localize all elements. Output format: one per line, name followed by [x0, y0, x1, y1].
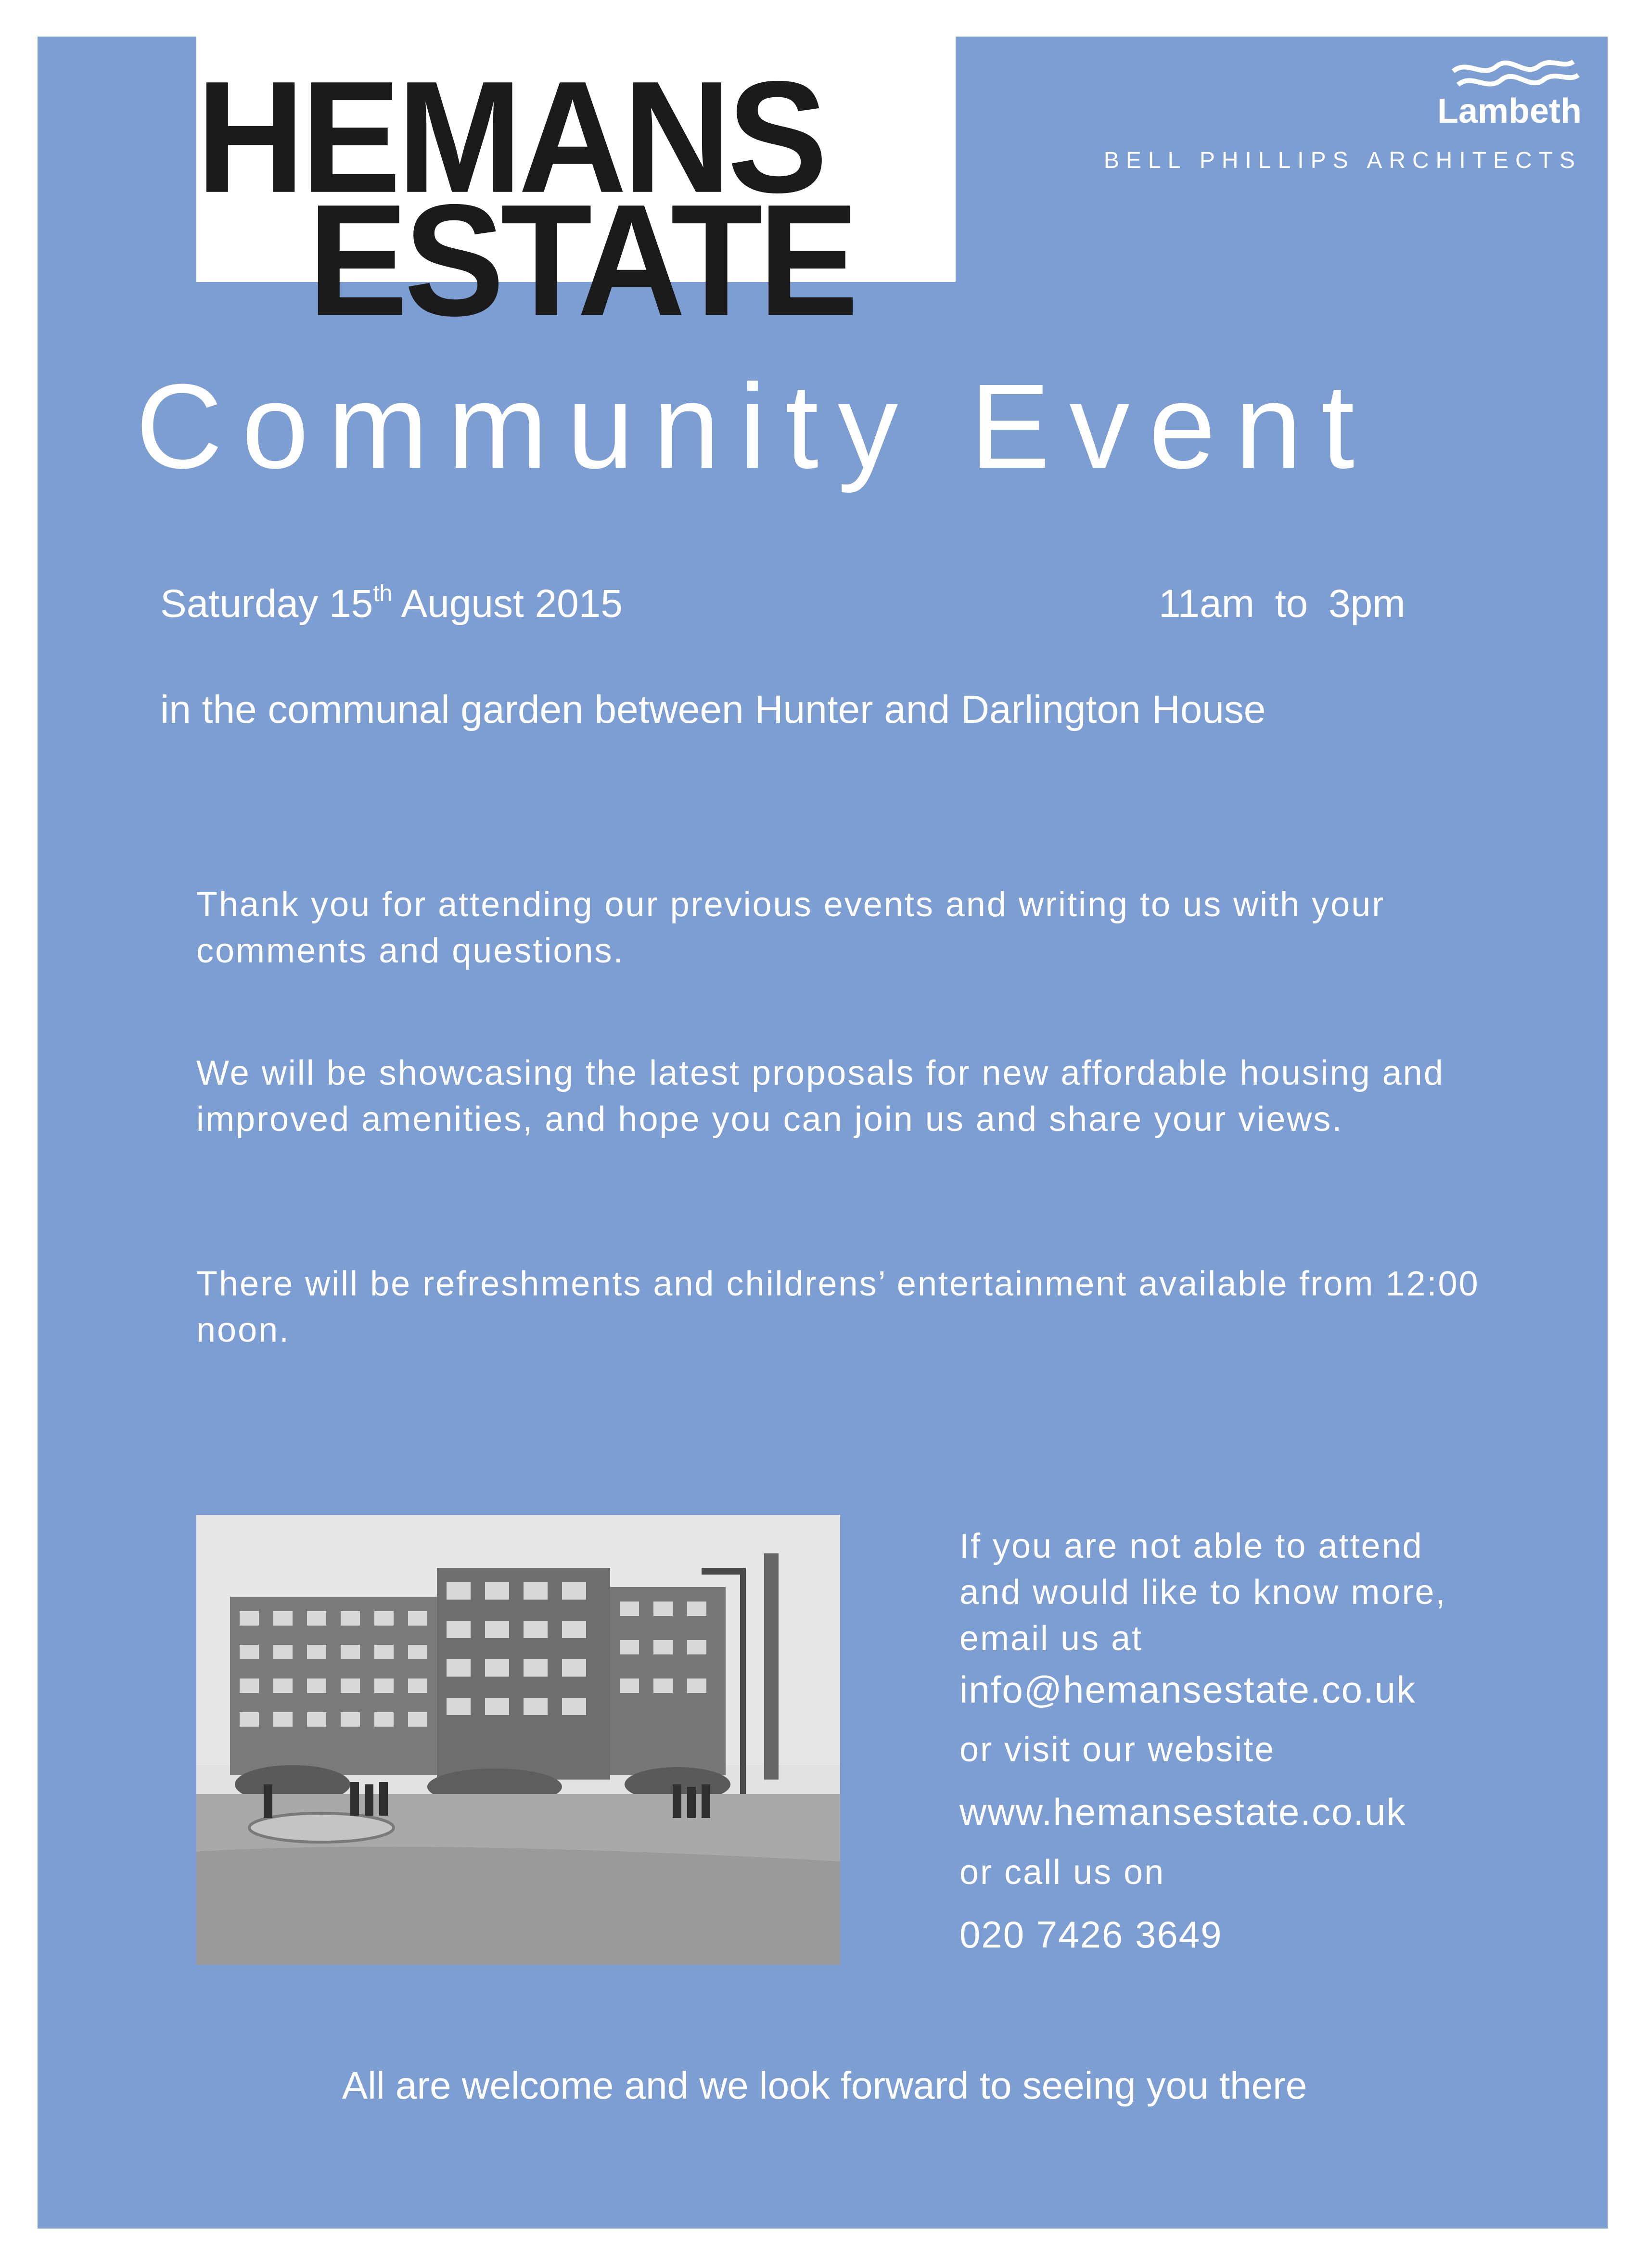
contact-website-label: or visit our website — [959, 1730, 1276, 1769]
estate-photo — [196, 1515, 840, 1965]
contact-phone[interactable]: 020 7426 3649 — [959, 1913, 1223, 1956]
event-date-day: Saturday 15 — [160, 582, 373, 626]
architects-credit: BELL PHILLIPS ARCHITECTS — [1103, 148, 1582, 173]
event-location: in the communal garden between Hunter and Darlington House — [160, 688, 1266, 731]
event-date — [160, 581, 623, 627]
closing-message: All are welcome and we look forward to seeing you there — [342, 2064, 1307, 2107]
event-heading: Community Event — [136, 359, 1374, 493]
paragraph-thanks: Thank you for attending our previous events and writing to us with your comments and questions. — [196, 885, 1385, 970]
contact-website-link[interactable]: www.hemansestate.co.uk — [959, 1791, 1406, 1833]
title-block — [196, 37, 956, 349]
contact-intro — [959, 1523, 1479, 1662]
lambeth-logo-text: Lambeth — [1437, 92, 1582, 130]
paragraph-proposals: We will be showcasing the latest proposals for new affordable housing and improved amenities, and hope you can join us and share your views. — [196, 1054, 1444, 1139]
event-time: 11am to 3pm — [1159, 582, 1406, 626]
title-line-2: ESTATE — [308, 171, 855, 349]
event-date-suffix: th — [373, 581, 393, 606]
event-date-rest: August 2015 — [401, 582, 623, 626]
lambeth-logo-icon — [1448, 57, 1588, 95]
paragraph-refreshments: There will be refreshments and childrens’ entertainment available from 12:00 noon. — [196, 1265, 1480, 1349]
contact-call-label: or call us on — [959, 1853, 1165, 1892]
contact-intro-text: If you are not able to attend and would like to know more, email us at — [959, 1527, 1447, 1658]
contact-email-link[interactable]: info@hemansestate.co.uk — [959, 1668, 1417, 1711]
title-line-1: HEMANS — [196, 48, 824, 226]
